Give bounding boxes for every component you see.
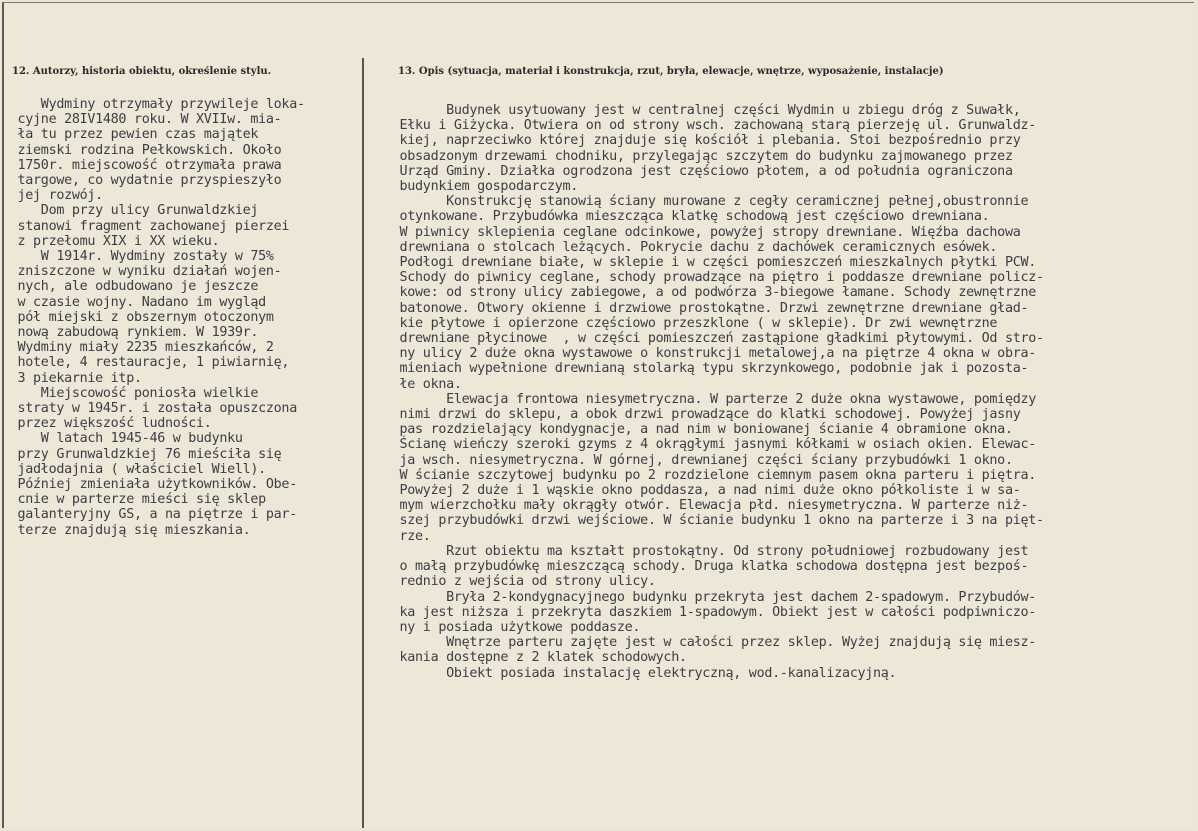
- section-12-header: 12. Autorzy, historia obiektu, określenie stylu.: [12, 66, 272, 77]
- description-text: Budynek usytuowany jest w centralnej części Wydmin u zbiegu dróg z Suwałk, Ełku i Giżycka. Otwiera on od strony wsch. zachowaną starą pierzeję ul. Grunwaldz- kiej, naprzeciwko której znajduje się kościół i plebania. Stoi bezpośrednio przy obsadzonym drzewami chodniku, przylegając szczytem do budynku zajmowanego przez Urząd Gminy. Działka ogrodzona jest częściowo płotem, a od południa ograniczona budynkiem gospodarczym. Konstrukcję stanowią ściany murowane z cegły ceramicznej pełnej,obustronnie otynkowane. Przybudówka mieszcząca klatkę schodową jest częściowo drewniana. W piwnicy sklepienia ceglane odcinkowe, powyżej stropy drewniane. Więźba dachowa drewniana o stolcach leżących. Pokrycie dachu z dachówek ceramicznych esówek. Podłogi drewniane białe, w sklepie i w części pomieszczeń mieszkalnych płytki PCW. Schody do piwnicy ceglane, schody prowadzące na piętro i poddasze drewniane policz- kowe: od strony ulicy zabiegowe, a od podwórza 3-biegowe łamane. Schody zewnętrzne batonowe. Otwory okienne i drzwiowe prostokątne. Drzwi zewnętrzne drewniane gład- kie płytowe i opierzone częściowo przeszklone ( w sklepie). Dr zwi wewnętrzne drewniane płycinowe , w części pomieszczeń zastąpione gładkimi płytowymi. Od stro- ny ulicy 2 duże okna wystawowe o konstrukcji metalowej,a na piętrze 4 okna w obra- mieniach wypełnione drewnianą stolarką typu skrzynkowego, podobnie jak i pozosta- łe okna. Elewacja frontowa niesymetryczna. W parterze 2 duże okna wystawowe, pomiędzy nimi drzwi do sklepu, a obok drzwi prowadzące do klatki schodowej. Powyżej jasny pas rozdzielający kondygnacje, a nad nim w boniowanej ścianie 4 obramione okna. Ścianę wieńczy szeroki gzyms z 4 okrągłymi jasnymi kółkami w osiach okien. Elewac- ja wsch. niesymetryczna. W górnej, drewnianej części ściany przybudówki 1 okno. W ścianie szczytowej budynku po 2 rozdzielone ciemnym pasem okna parteru i piętra. Powyżej 2 duże i 1 wąskie okno poddasza, a nad nimi duże okno półkoliste i w sa- mym wierzchołku mały okrągły otwór. Elewacja płd. niesymetryczna. W parterze niż- szej przybudówki drzwi wejściowe. W ścianie budynku 1 okno na parterze i 3 na pięt- rze. Rzut obiektu ma kształt prostokątny. Od strony południowej rozbudowany jest o małą przybudówkę mieszczącą schody. Druga klatka schodowa dostępna jest bezpoś- rednio z wejścia od strony ulicy. Bryła 2-kondygnacyjnego budynku przekryta jest dachem 2-spadowym. Przybudów- ka jest niższa i przekryta daszkiem 1-spadowym. Obiekt jest w całości podpiwniczo- ny i posiada użytkowe poddasze. Wnętrze parteru zajęte jest w całości przez sklep. Wyżej znajdują się miesz- kania dostępne z 2 klatek schodowych. Obiekt posiada instalację elektryczną, wod.-kanalizacyjną.: [399, 103, 1044, 681]
- section-13-header: 13. Opis (sytuacja, materiał i konstrukcja, rzut, bryła, elewacje, wnętrze, wyposażenie, instalacje): [398, 66, 944, 77]
- column-divider: [362, 58, 364, 828]
- history-text: Wydminy otrzymały przywileje loka- cyjne 28IV1480 roku. W XVIIw. mia- ła tu przez pewien czas majątek ziemski rodzina Pełkowskich. Około 1750r. miejscowość otrzymała prawa targowe, co wydatnie przyspieszyło jej rozwój. Dom przy ulicy Grunwaldzkiej stanowi fragment zachowanej pierzei z przełomu XIX i XX wieku. W 1914r. Wydminy zostały w 75% zniszczone w wyniku działań wojen- nych, ale odbudowano je jeszcze w czasie wojny. Nadano im wygląd pół miejski z obszernym otoczonym nową zabudową rynkiem. W 1939r. Wydminy miały 2235 mieszkańców, 2 hotele, 4 restauracje, 1 piwiarnię, 3 piekarnie itp. Miejscowość poniosła wielkie straty w 1945r. i została opuszczona przez większość ludności. W latach 1945-46 w budynku przy Grunwaldzkiej 76 mieściła się jadłodajnia ( właściciel Wiell). Później zmieniała użytkowników. Obe- cnie w parterze mieści się sklep galanteryjny GS, a na piętrze i par- terze znajdują się mieszkania.: [17, 97, 305, 538]
